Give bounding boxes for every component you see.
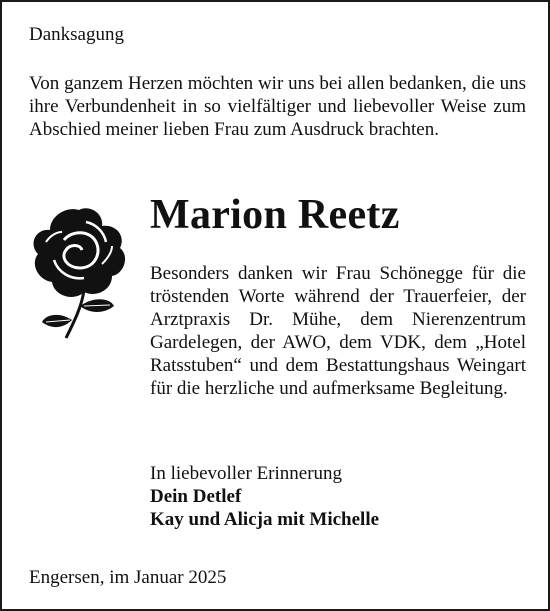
closing-block <box>150 462 379 531</box>
signature-line-1: Dein Detlef <box>150 486 242 507</box>
thanks-paragraph: Besonders danken wir Frau Schönegge für die tröstenden Worte während der Trauerfeier, der Arztpraxis Dr. Mühe, dem Nierenzentrum Gardelegen, der AWO, dem VDK, dem „Hotel Ratsstuben“ und dem Bestattungshaus Weingart für die herzliche und aufmerksame Begleitung. <box>150 263 526 399</box>
intro-paragraph: Von ganzem Herzen möchten wir uns bei allen bedanken, die uns ihre Verbundenheit in so vielfältiger und liebevoller Weise zum Abschied meiner lieben Frau zum Ausdruck brachten. <box>29 73 526 140</box>
rose-icon <box>24 202 134 342</box>
closing-line: In liebevoller Erinnerung <box>150 463 343 484</box>
place-date: Engersen, im Januar 2025 <box>29 567 227 588</box>
signature-line-2: Kay und Alicja mit Michelle <box>150 509 380 530</box>
deceased-name: Marion Reetz <box>150 192 400 238</box>
notice-heading: Danksagung <box>29 24 124 45</box>
